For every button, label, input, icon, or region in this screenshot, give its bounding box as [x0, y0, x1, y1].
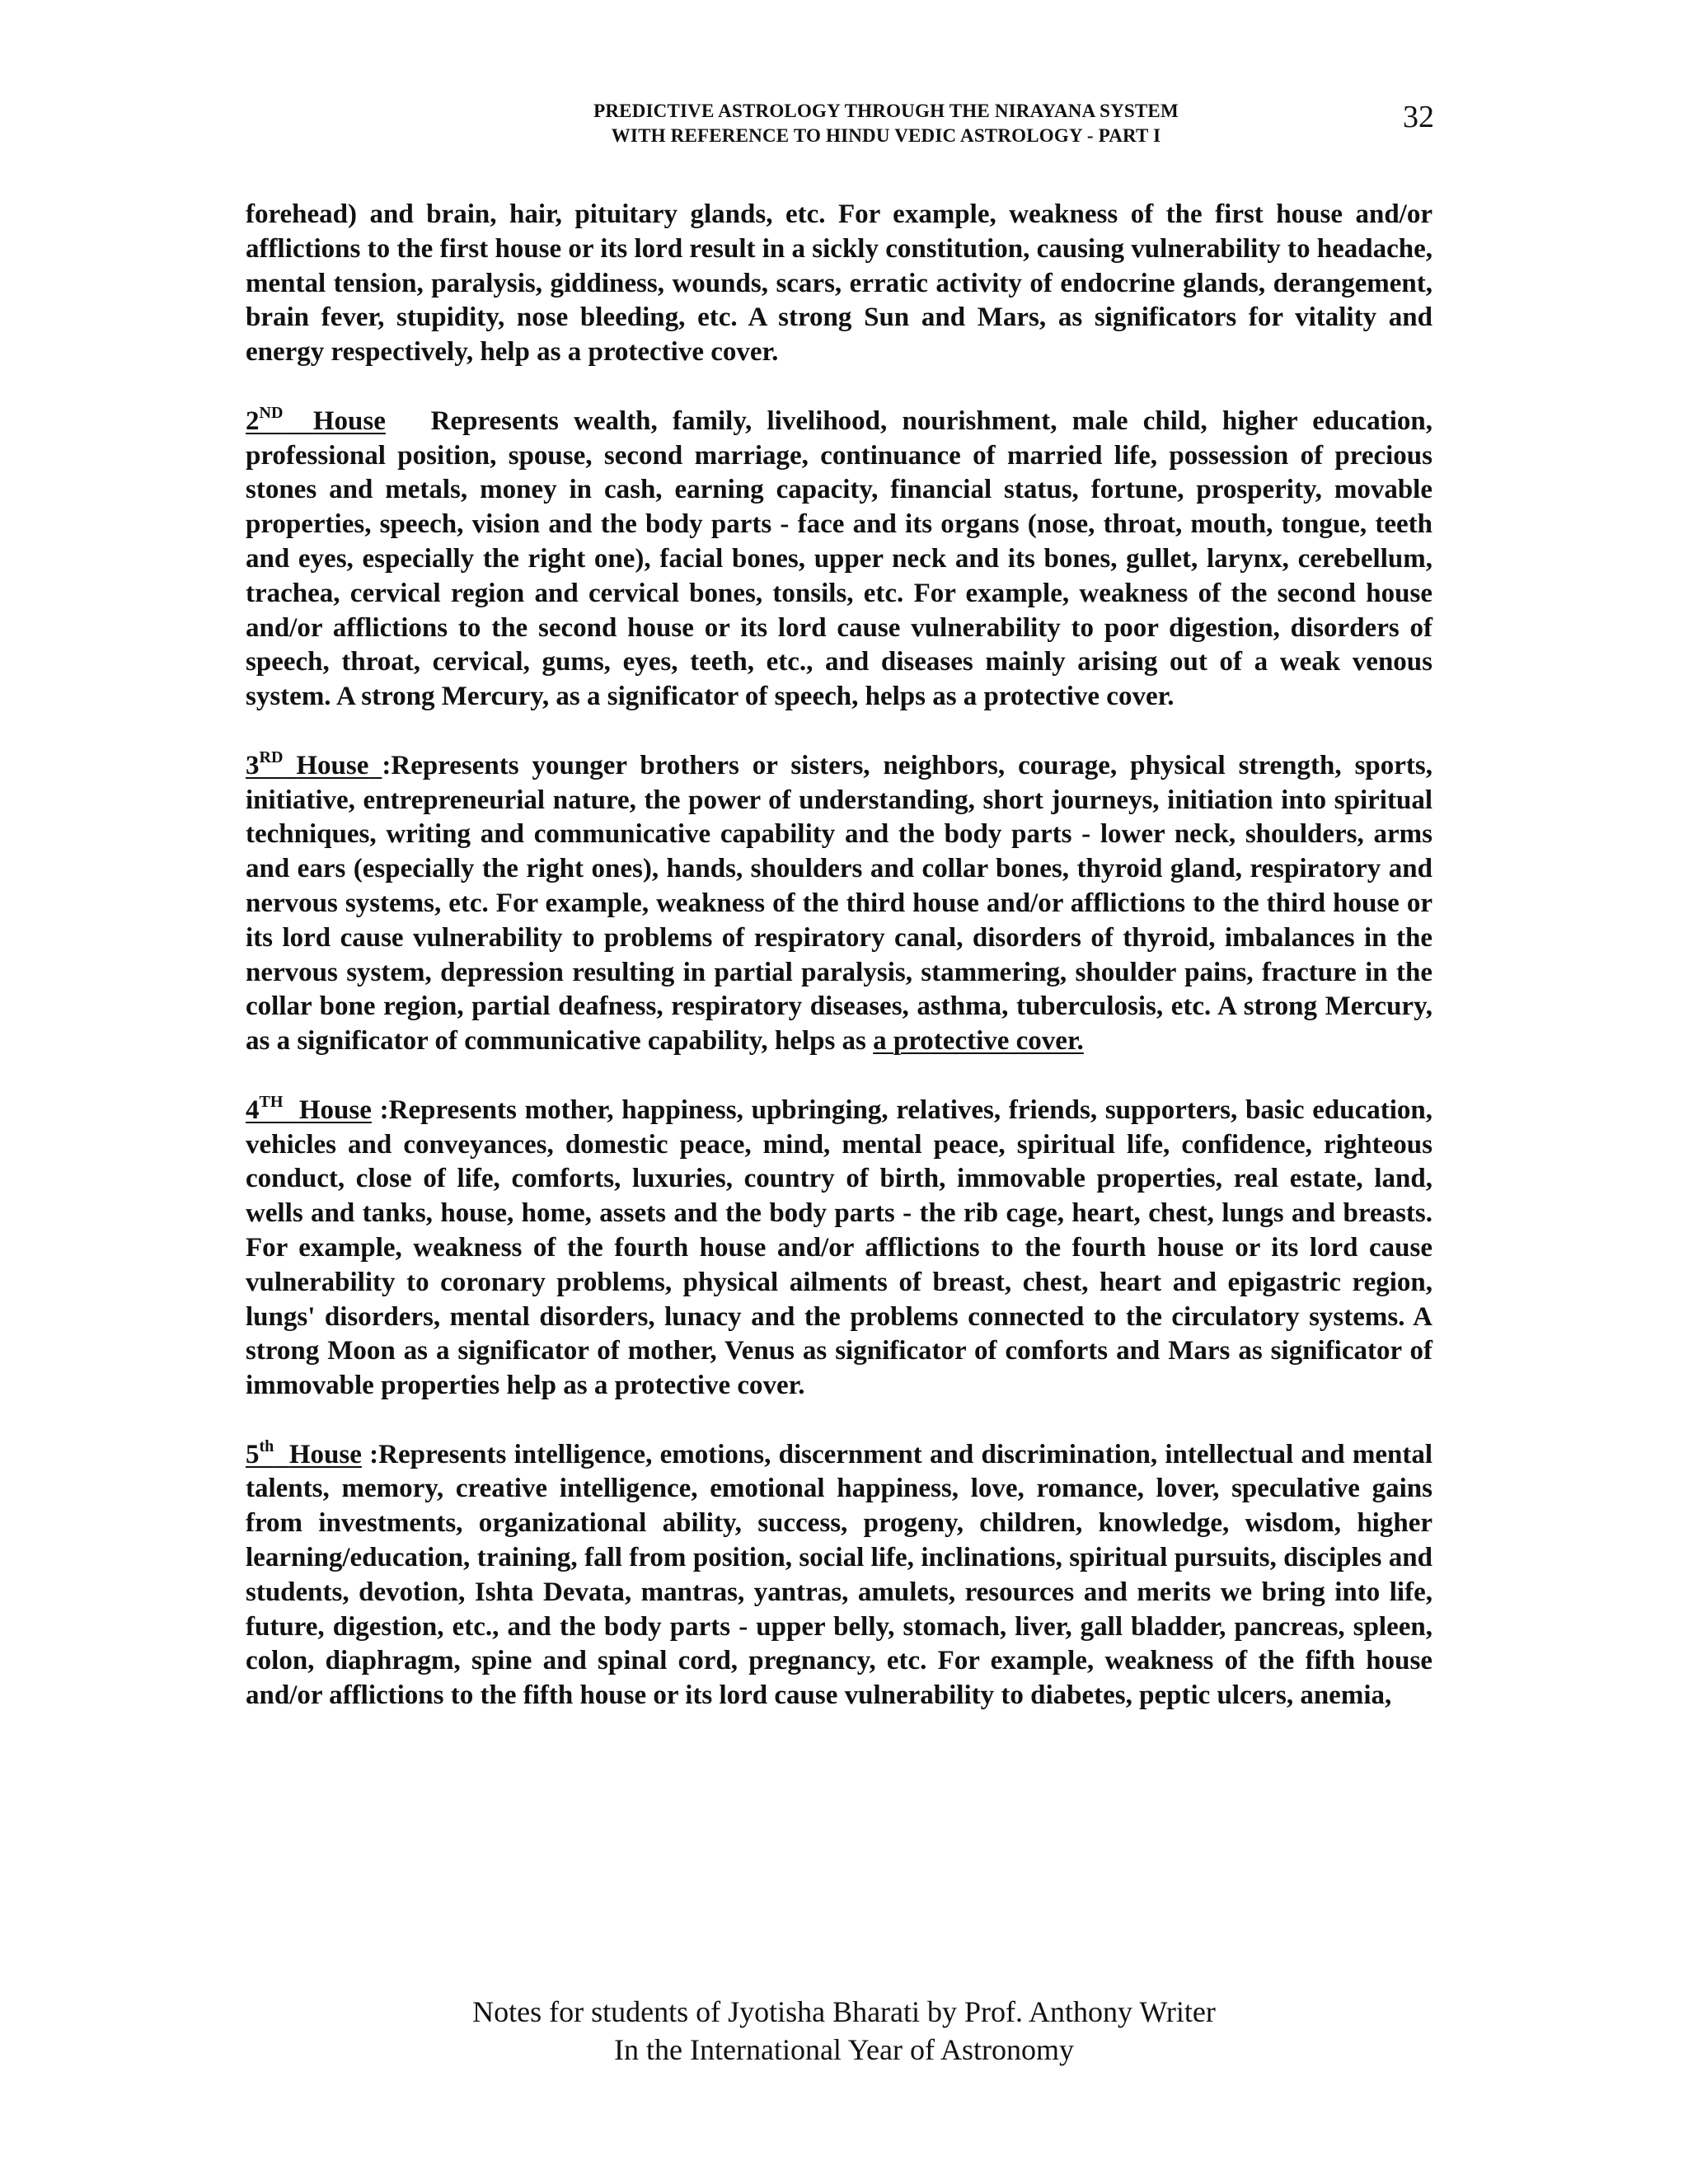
- footer-line-2: In the International Year of Astronomy: [614, 2033, 1074, 2066]
- house-4-paragraph: [246, 1094, 1432, 1404]
- header-line-2: WITH REFERENCE TO HINDU VEDIC ASTROLOGY - PART I: [611, 125, 1161, 146]
- running-header: [412, 99, 1360, 148]
- house-4-word: House: [298, 1094, 372, 1125]
- page-number: 32: [1403, 100, 1434, 134]
- house-2-ordinal: ND: [259, 403, 284, 422]
- body-text: [246, 198, 1432, 1748]
- house-3-heading: [246, 748, 382, 780]
- house-2-heading: [246, 403, 386, 436]
- house-5-ordinal: th: [259, 1436, 274, 1455]
- house-3-number: 3: [246, 750, 260, 780]
- house-5-text: Represents intelligence, emotions, discernment and discrimination, intellectual and mental talents, memory, creative intelligence, emotional happiness, love, romance, lover, speculative gains from investments, organizational ability, success, progeny, children, knowledge, wisdom, higher learning/education, training, fall from position, social life, inclinations, spiritual pursuits, disciples and students, devotion, Ishta Devata, mantras, yantras, amulets, resources and merits we bring into life, future, digestion, etc., and the body parts - upper belly, stomach, liver, gall bladder, pancreas, spleen, colon, diaphragm, spine and spinal cord, pregnancy, etc. For example, weakness of the fifth house and/or afflictions to the fifth house or its lord cause vulnerability to diabetes, peptic ulcers, anemia,: [246, 1439, 1433, 1711]
- house-4-heading: [246, 1092, 372, 1125]
- house-4-ordinal: TH: [259, 1092, 284, 1111]
- house-2-word: House: [312, 405, 386, 436]
- house-2-paragraph: [246, 405, 1432, 715]
- house-3-separator: :: [382, 750, 392, 780]
- house-2-number: 2: [246, 405, 260, 436]
- house-5-word: House: [288, 1439, 362, 1469]
- house-3-text-underlined: a protective cover.: [873, 1026, 1084, 1057]
- house-5-paragraph: [246, 1438, 1432, 1713]
- house-3-text: Represents younger brothers or sisters, neighbors, courage, physical strength, sports, initiative, entrepreneurial nature, the power of understanding, short journeys, initiation into spiritual techniques, writing and communicative capability and the body parts - lower neck, shoulders, arms and ears (especially the right ones), hands, shoulders and collar bones, thyroid gland, respiratory and nervous systems, etc. For example, weakness of the third house and/or afflictions to the third house or its lord cause vulnerability to problems of respiratory canal, disorders of thyroid, imbalances in the nervous system, depression resulting in partial paralysis, stammering, shoulder pains, fracture in the collar bone region, partial deafness, respiratory diseases, asthma, tuberculosis, etc. A strong Mercury, as a significator of communicative capability, helps as: [246, 750, 1433, 1057]
- house-4-separator: :: [379, 1094, 389, 1125]
- house-3-paragraph: [246, 749, 1432, 1059]
- footer-line-1: Notes for students of Jyotisha Bharati by Prof. Anthony Writer: [472, 1995, 1216, 2028]
- house-5-heading: [246, 1436, 362, 1469]
- house-2-text: Represents wealth, family, livelihood, nourishment, male child, higher education, professional position, spouse, second marriage, continuance of married life, possession of precious stones and metals, money in cash, earning capacity, financial status, fortune, prosperity, movable properties, speech, vision and the body parts - face and its organs (nose, throat, mouth, tongue, teeth and eyes, especially the right one), facial bones, upper neck and its bones, gullet, larynx, cerebellum, trachea, cervical region and cervical bones, tonsils, etc. For example, weakness of the second house and/or afflictions to the second house or its lord cause vulnerability to poor digestion, disorders of speech, throat, cervical, gums, eyes, teeth, etc., and diseases mainly arising out of a weak venous system. A strong Mercury, as a significator of speech, helps as a protective cover.: [246, 405, 1432, 712]
- house-4-text: Represents mother, happiness, upbringing, relatives, friends, supporters, basic education, vehicles and conveyances, domestic peace, mind, mental peace, spiritual life, confidence, righteous conduct, close of life, comforts, luxuries, country of birth, immovable properties, real estate, land, wells and tanks, house, home, assets and the body parts - the rib cage, heart, chest, lungs and breasts. For example, weakness of the fourth house and/or afflictions to the fourth house or its lord cause vulnerability to coronary problems, physical ailments of breast, chest, heart and epigastric region, lungs' disorders, mental disorders, lunacy and the problems connected to the circulatory systems. A strong Moon as a significator of mother, Venus as significator of comforts and Mars as significator of immovable properties help as a protective cover.: [246, 1094, 1433, 1401]
- house-5-separator: :: [369, 1439, 379, 1469]
- house-3-word: House: [296, 750, 369, 780]
- intro-paragraph: forehead) and brain, hair, pituitary glands, etc. For example, weakness of the first house and/or afflictions to the first house or its lord result in a sickly constitution, causing vulnerability to headache, mental tension, paralysis, giddiness, wounds, scars, erratic activity of endocrine glands, derangement, brain fever, stupidity, nose bleeding, etc. A strong Sun and Mars, as significators for vitality and energy respectively, help as a protective cover.: [246, 199, 1432, 368]
- page-footer: [0, 1993, 1688, 2069]
- house-5-number: 5: [246, 1439, 260, 1469]
- header-line-1: PREDICTIVE ASTROLOGY THROUGH THE NIRAYANA SYSTEM: [593, 101, 1179, 121]
- house-3-ordinal: RD: [259, 748, 284, 766]
- house-4-number: 4: [246, 1094, 260, 1125]
